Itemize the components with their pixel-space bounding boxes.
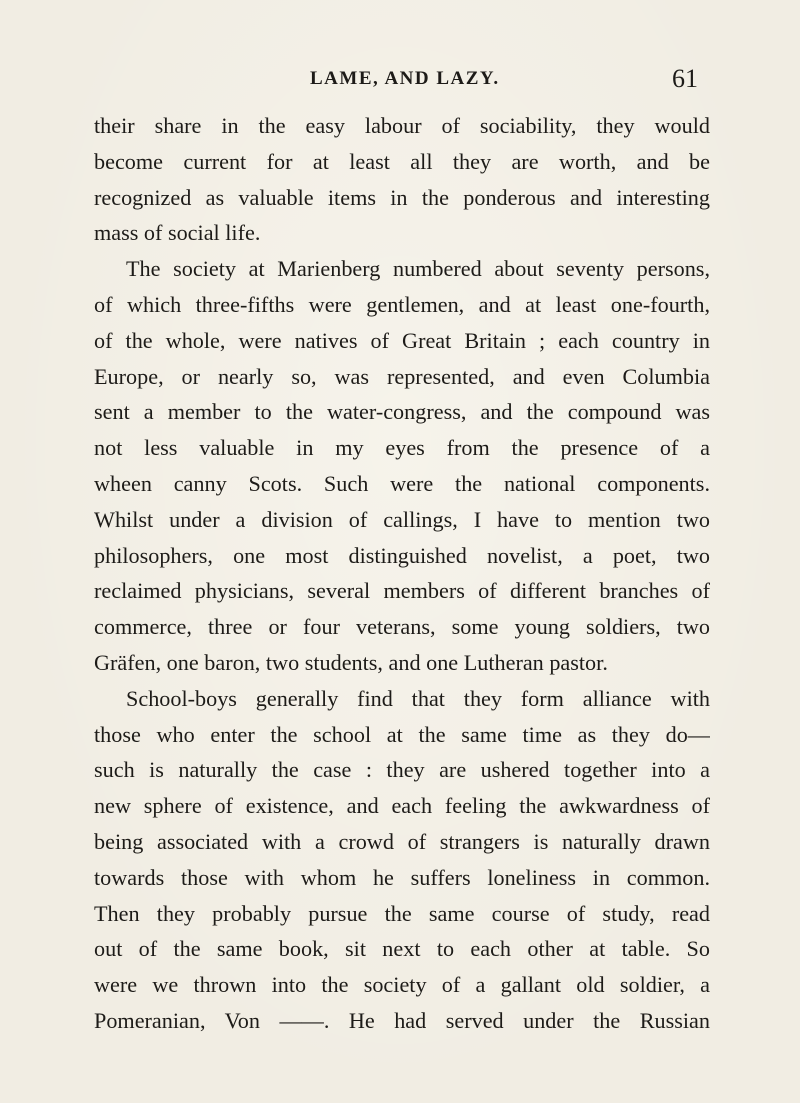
running-title: LAME, AND LAZY. (310, 68, 500, 89)
running-head (0, 64, 800, 94)
text-line: wheen canny Scots. Such were the national components. (94, 470, 710, 496)
text-line: towards those with whom he suffers loneliness in common. (94, 864, 710, 890)
text-line: such is naturally the case : they are ushered together into a (94, 757, 710, 783)
text-line: their share in the easy labour of sociability, they would (94, 113, 710, 138)
text-line: not less valuable in my eyes from the presence of a (94, 435, 710, 461)
text-line: out of the same book, sit next to each other at table. So (94, 936, 710, 962)
body-text (94, 108, 710, 1039)
text-line: School-boys generally find that they form alliance with (126, 685, 710, 711)
text-line: philosophers, one most distinguished novelist, a poet, two (94, 542, 710, 568)
text-line: Europe, or nearly so, was represented, and even Columbia (94, 363, 710, 389)
text-line: of the whole, were natives of Great Britain ; each country in (94, 327, 710, 353)
text-line: new sphere of existence, and each feeling the awkwardness of (94, 793, 710, 819)
text-line: sent a member to the water-congress, and the compound was (94, 399, 710, 425)
text-line: Whilst under a division of callings, I have to mention two (94, 506, 710, 532)
text-line: reclaimed physicians, several members of different branches of (94, 578, 710, 604)
text-line: commerce, three or four veterans, some young soldiers, two (94, 614, 710, 640)
text-line: being associated with a crowd of strangers is naturally drawn (94, 828, 710, 854)
text-line: mass of social life. (94, 220, 261, 246)
text-line: those who enter the school at the same time as they do— (94, 721, 710, 747)
text-line: Gräfen, one baron, two students, and one Lutheran pastor. (94, 649, 608, 675)
text-line: Then they probably pursue the same course of study, read (94, 900, 710, 926)
text-line: Pomeranian, Von ——. He had served under the Russian (94, 1007, 710, 1033)
text-line: were we thrown into the society of a gallant old soldier, a (94, 972, 710, 998)
page-number: 61 (672, 64, 698, 93)
text-line: of which three-fifths were gentlemen, and at least one-fourth, (94, 291, 710, 317)
text-line: recognized as valuable items in the ponderous and interesting (94, 184, 710, 210)
text-line: The society at Marienberg numbered about seventy persons, (126, 256, 710, 282)
text-line: become current for at least all they are worth, and be (94, 148, 710, 174)
